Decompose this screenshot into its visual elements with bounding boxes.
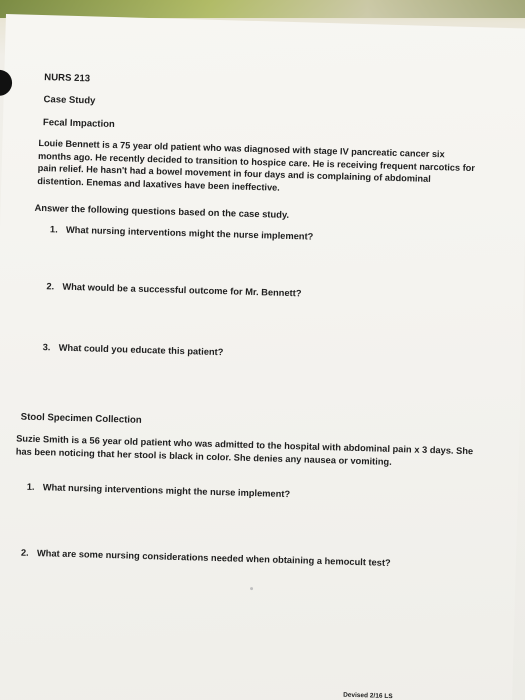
- case1-paragraph: Louie Bennett is a 75 year old patient who was diagnosed with stage IV pancreatic cancer six months ago. He recently decided to transition to hospice care. He is receiving frequent narcotics for pain relief. He hasn't had a bowel movement in four days and is complaining of abdominal distention. Enemas and laxatives have been ineffective.: [37, 137, 476, 193]
- case-topic-title: Fecal Impaction: [42, 117, 115, 131]
- pencil-mark: [250, 587, 253, 590]
- question-text: What are some nursing considerations needed when obtaining a hemocult test?: [36, 548, 391, 568]
- case1-question-1: [50, 223, 314, 243]
- case1-question-2: [46, 280, 301, 300]
- case2-question-2: [21, 547, 391, 570]
- instructions: Answer the following questions based on the case study.: [34, 201, 290, 220]
- question-text: What nursing interventions might the nurse implement?: [42, 482, 291, 500]
- case2-heading: Stool Specimen Collection: [20, 411, 142, 426]
- document-type: Case Study: [43, 94, 96, 107]
- case1-question-3: [43, 341, 224, 359]
- case2-paragraph: Suzie Smith is a 56 year old patient who was admitted to the hospital with abdominal pain x 3 days. She has been noticing that her stool is black in color. She denies any nausea or vomiting.: [15, 433, 474, 467]
- case2-question-1: [27, 481, 291, 501]
- course-code: NURS 213: [44, 72, 91, 85]
- question-number: 2.: [20, 547, 29, 558]
- question-text: What would be a successful outcome for Mr. Bennett?: [62, 281, 302, 299]
- question-number: 3.: [42, 342, 51, 353]
- question-text: What nursing interventions might the nurse implement?: [65, 224, 314, 242]
- question-number: 1.: [49, 224, 58, 235]
- revision-note: Devised 2/16 LS: [343, 691, 393, 700]
- worksheet-page: [0, 14, 525, 700]
- question-number: 1.: [26, 481, 35, 492]
- question-text: What could you educate this patient?: [58, 342, 224, 358]
- question-number: 2.: [46, 281, 55, 292]
- hole-punch: [0, 69, 12, 96]
